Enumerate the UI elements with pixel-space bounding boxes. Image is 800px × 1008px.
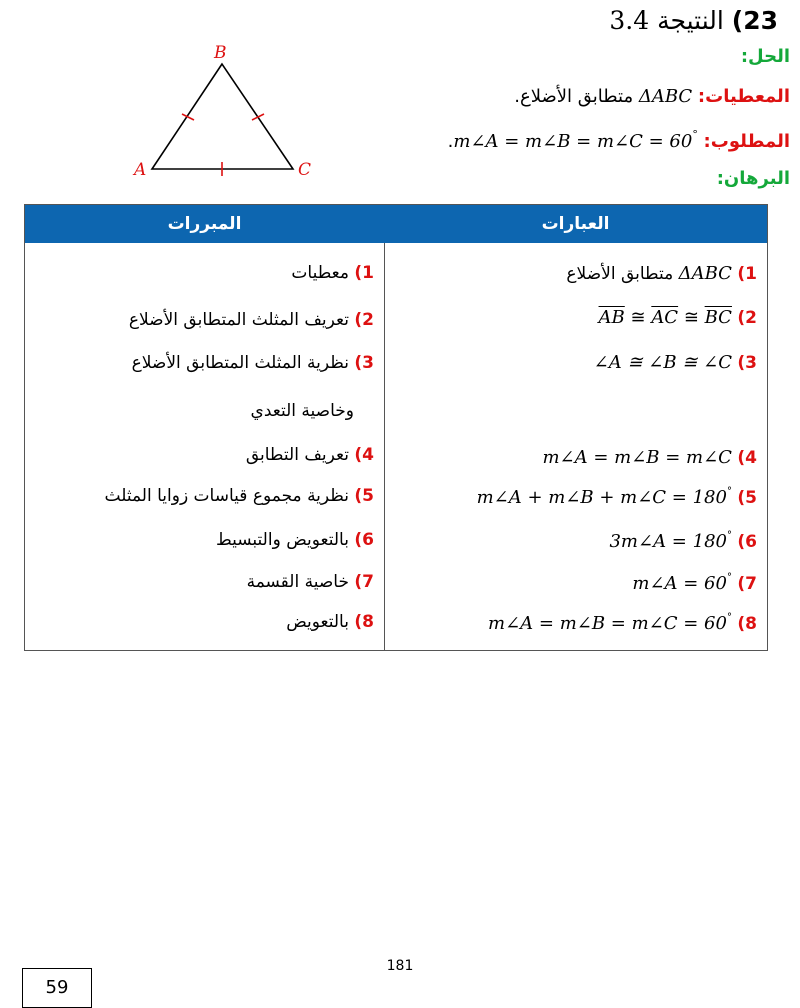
statement-number: 5) [737,488,757,508]
statement-text: متطابق الأضلاع [566,264,679,284]
reason-row-1 [291,263,374,283]
reasons-header: المبررات [25,205,384,243]
solution-label: الحل: [740,46,790,67]
statements-header: العبارات [384,205,767,243]
problem-header [609,6,778,35]
degree-symbol: ° [726,530,732,541]
statement-math [632,573,732,594]
reason-text: نظرية مجموع قياسات زوايا المثلث [104,486,349,506]
required-label: المطلوب: [703,131,790,152]
tick-mark-bc [252,114,264,120]
statement-math [477,487,732,508]
congruent-symbol: ≅ [678,307,705,328]
degree-symbol: ° [726,572,732,583]
required-math: m∠A = m∠B = m∠C = 60 [453,131,693,152]
given-line [514,86,790,107]
reason-number: 5) [354,486,374,506]
segment-ac: $\overline{AC}$ [651,307,679,328]
statement-row-8 [488,612,757,634]
reason-number: 4) [354,445,374,465]
reason-row-5 [105,486,374,506]
statement-math-expr: 3m∠A = 180 [609,531,727,552]
statement-math [599,307,732,328]
reason-row-8 [286,612,374,632]
statement-math [609,531,731,552]
segment-ab: $\overline{AB}$ [598,307,625,328]
required-degree: ° [692,128,698,141]
reason-text: معطيات [291,263,349,283]
statement-row-5 [477,486,757,508]
reason-row-7 [247,572,374,592]
statement-number: 4) [737,448,757,468]
reason-text: تعريف التطابق [245,445,349,465]
reason-text: نظرية المثلث المتطابق الأضلاع [131,353,349,373]
statement-math: m∠A = m∠B = m∠C [542,447,732,468]
reason-text: تعريف المثلث المتطابق الأضلاع [128,310,349,330]
statement-math-expr: m∠A + m∠B + m∠C = 180 [476,487,727,508]
required-lead: . [447,131,454,152]
statement-row-4 [542,447,757,468]
reason-text: بالتعويض والتبسيط [215,530,349,550]
page-number: 181 [386,958,414,974]
reason-text: وخاصية التعدي [250,401,354,421]
reason-number: 3) [354,353,374,373]
reason-row-3-continuation [251,401,354,421]
reason-text: خاصية القسمة [246,572,349,592]
given-label: المعطيات: [697,86,790,107]
congruent-symbol: ≅ [624,307,652,328]
problem-number: 23) [731,6,778,35]
statement-math: ∠A ≅ ∠B ≅ ∠C [593,352,732,373]
statement-row-7 [632,572,757,594]
triangle-shape [152,64,293,169]
required-math-group [447,128,698,152]
reason-number: 7) [354,572,374,592]
statement-math-expr: m∠A = m∠B = m∠C = 60 [488,613,727,634]
page-box-number: 59 [22,968,92,1008]
given-text: متطابق الأضلاع. [514,86,634,107]
equilateral-triangle-figure [128,38,328,178]
reason-number: 2) [354,310,374,330]
vertex-c-label: C [298,160,312,178]
reason-row-4 [246,445,374,465]
proof-table [24,204,768,651]
statement-row-1 [566,263,757,284]
result-word: النتيجة [657,6,724,35]
degree-symbol: ° [726,612,732,623]
given-math: ΔABC [638,86,693,107]
statements-column [384,205,767,650]
statement-number: 1) [737,264,757,284]
statement-number: 7) [737,574,757,594]
result-value: 3.4 [609,6,650,35]
statement-row-3 [594,352,757,373]
statement-number: 2) [737,308,757,328]
statement-row-6 [609,530,757,552]
statement-row-2 [599,307,757,328]
statement-math [488,613,732,634]
vertex-b-label: B [214,43,227,63]
reason-number: 1) [354,263,374,283]
required-line [448,128,790,152]
reason-number: 8) [354,612,374,632]
reason-number: 6) [354,530,374,550]
reason-text: بالتعويض [286,612,349,632]
statement-number: 3) [737,353,757,373]
reason-row-3 [132,353,374,373]
reason-row-6 [216,530,374,550]
segment-bc: $\overline{BC}$ [704,307,732,328]
degree-symbol: ° [726,486,732,497]
proof-label: البرهان: [716,168,790,189]
reasons-column [25,205,385,650]
statement-number: 8) [737,614,757,634]
vertex-a-label: A [134,160,147,178]
statement-math-expr: m∠A = 60 [632,573,727,594]
reason-row-2 [129,310,374,330]
statement-number: 6) [737,532,757,552]
statement-math: ΔABC [678,263,732,284]
